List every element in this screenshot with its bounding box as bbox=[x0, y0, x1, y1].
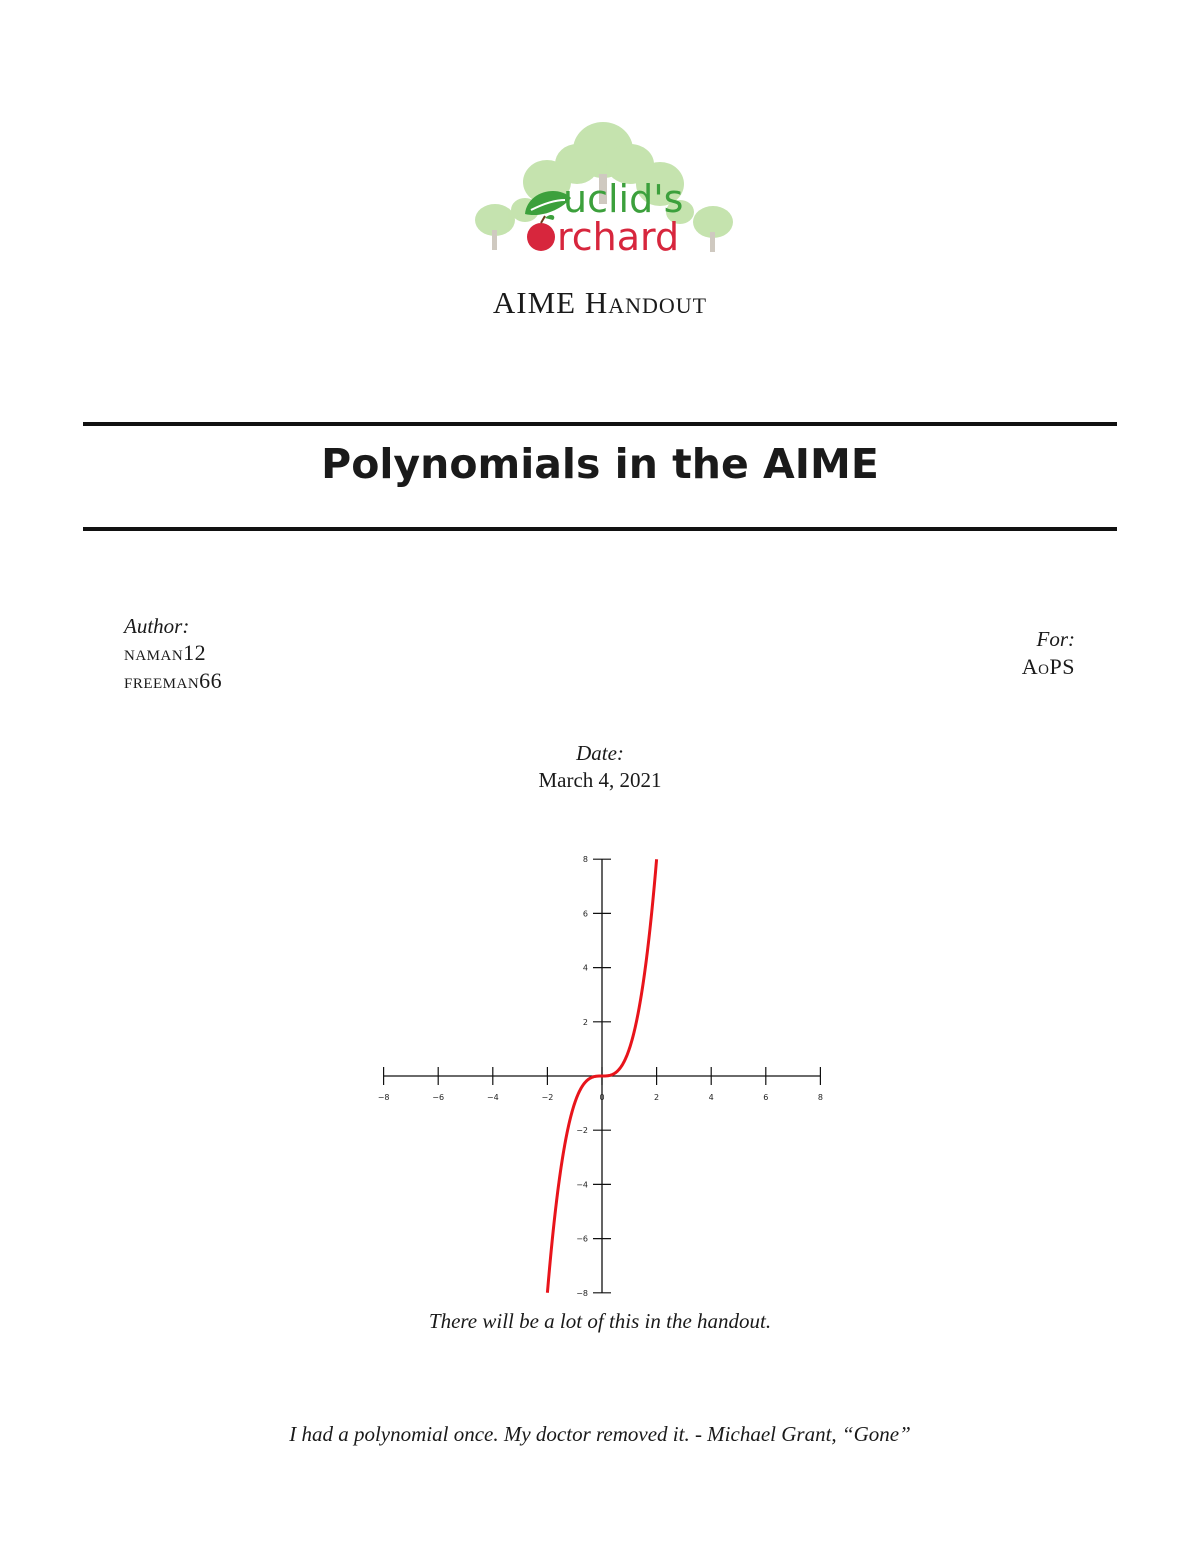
y-tick-label: −2 bbox=[576, 1126, 588, 1136]
for-label: For: bbox=[1036, 627, 1075, 651]
x-tick-label: −4 bbox=[486, 1093, 499, 1102]
for-value: AoPS bbox=[1021, 654, 1075, 679]
logo-line2: rchard bbox=[557, 215, 680, 259]
author-name: freeman66 bbox=[124, 668, 223, 693]
epigraph-quote: I had a polynomial once. My doctor removed it. - Michael Grant, “Gone” bbox=[289, 1422, 911, 1446]
author-label: Author: bbox=[124, 614, 190, 638]
y-tick-label: −8 bbox=[576, 1288, 588, 1298]
y-tick-label: 6 bbox=[582, 909, 588, 919]
figure-caption: There will be a lot of this in the handout. bbox=[428, 1309, 772, 1333]
logo-line1: uclid's bbox=[563, 177, 684, 221]
y-tick-label: −4 bbox=[576, 1180, 588, 1190]
x-tick-label: 0 bbox=[599, 1093, 605, 1102]
title-rule-top bbox=[83, 422, 1117, 426]
date-value: March 4, 2021 bbox=[538, 768, 662, 792]
page-title: Polynomials in the AIME bbox=[321, 440, 879, 488]
y-tick-label: 8 bbox=[582, 855, 588, 865]
x-tick-label: 8 bbox=[817, 1093, 823, 1102]
x-tick-label: −8 bbox=[377, 1093, 390, 1102]
euclids-orchard-logo bbox=[465, 112, 740, 262]
y-tick-label: 4 bbox=[582, 963, 588, 973]
author-name: naman12 bbox=[124, 640, 207, 665]
title-rule-bottom bbox=[83, 527, 1117, 531]
y-tick-label: −6 bbox=[576, 1234, 588, 1244]
x-tick-label: 6 bbox=[763, 1093, 769, 1102]
handout-subtitle: AIME Handout bbox=[492, 285, 708, 320]
apple-icon bbox=[527, 223, 555, 251]
y-tick-label: 2 bbox=[582, 1017, 588, 1027]
x-tick-label: 4 bbox=[708, 1093, 714, 1102]
cubic-plot bbox=[370, 850, 835, 1300]
date-label: Date: bbox=[576, 741, 624, 765]
x-tick-label: −2 bbox=[541, 1093, 554, 1102]
x-tick-label: 2 bbox=[654, 1093, 660, 1102]
x-tick-label: −6 bbox=[432, 1093, 445, 1102]
